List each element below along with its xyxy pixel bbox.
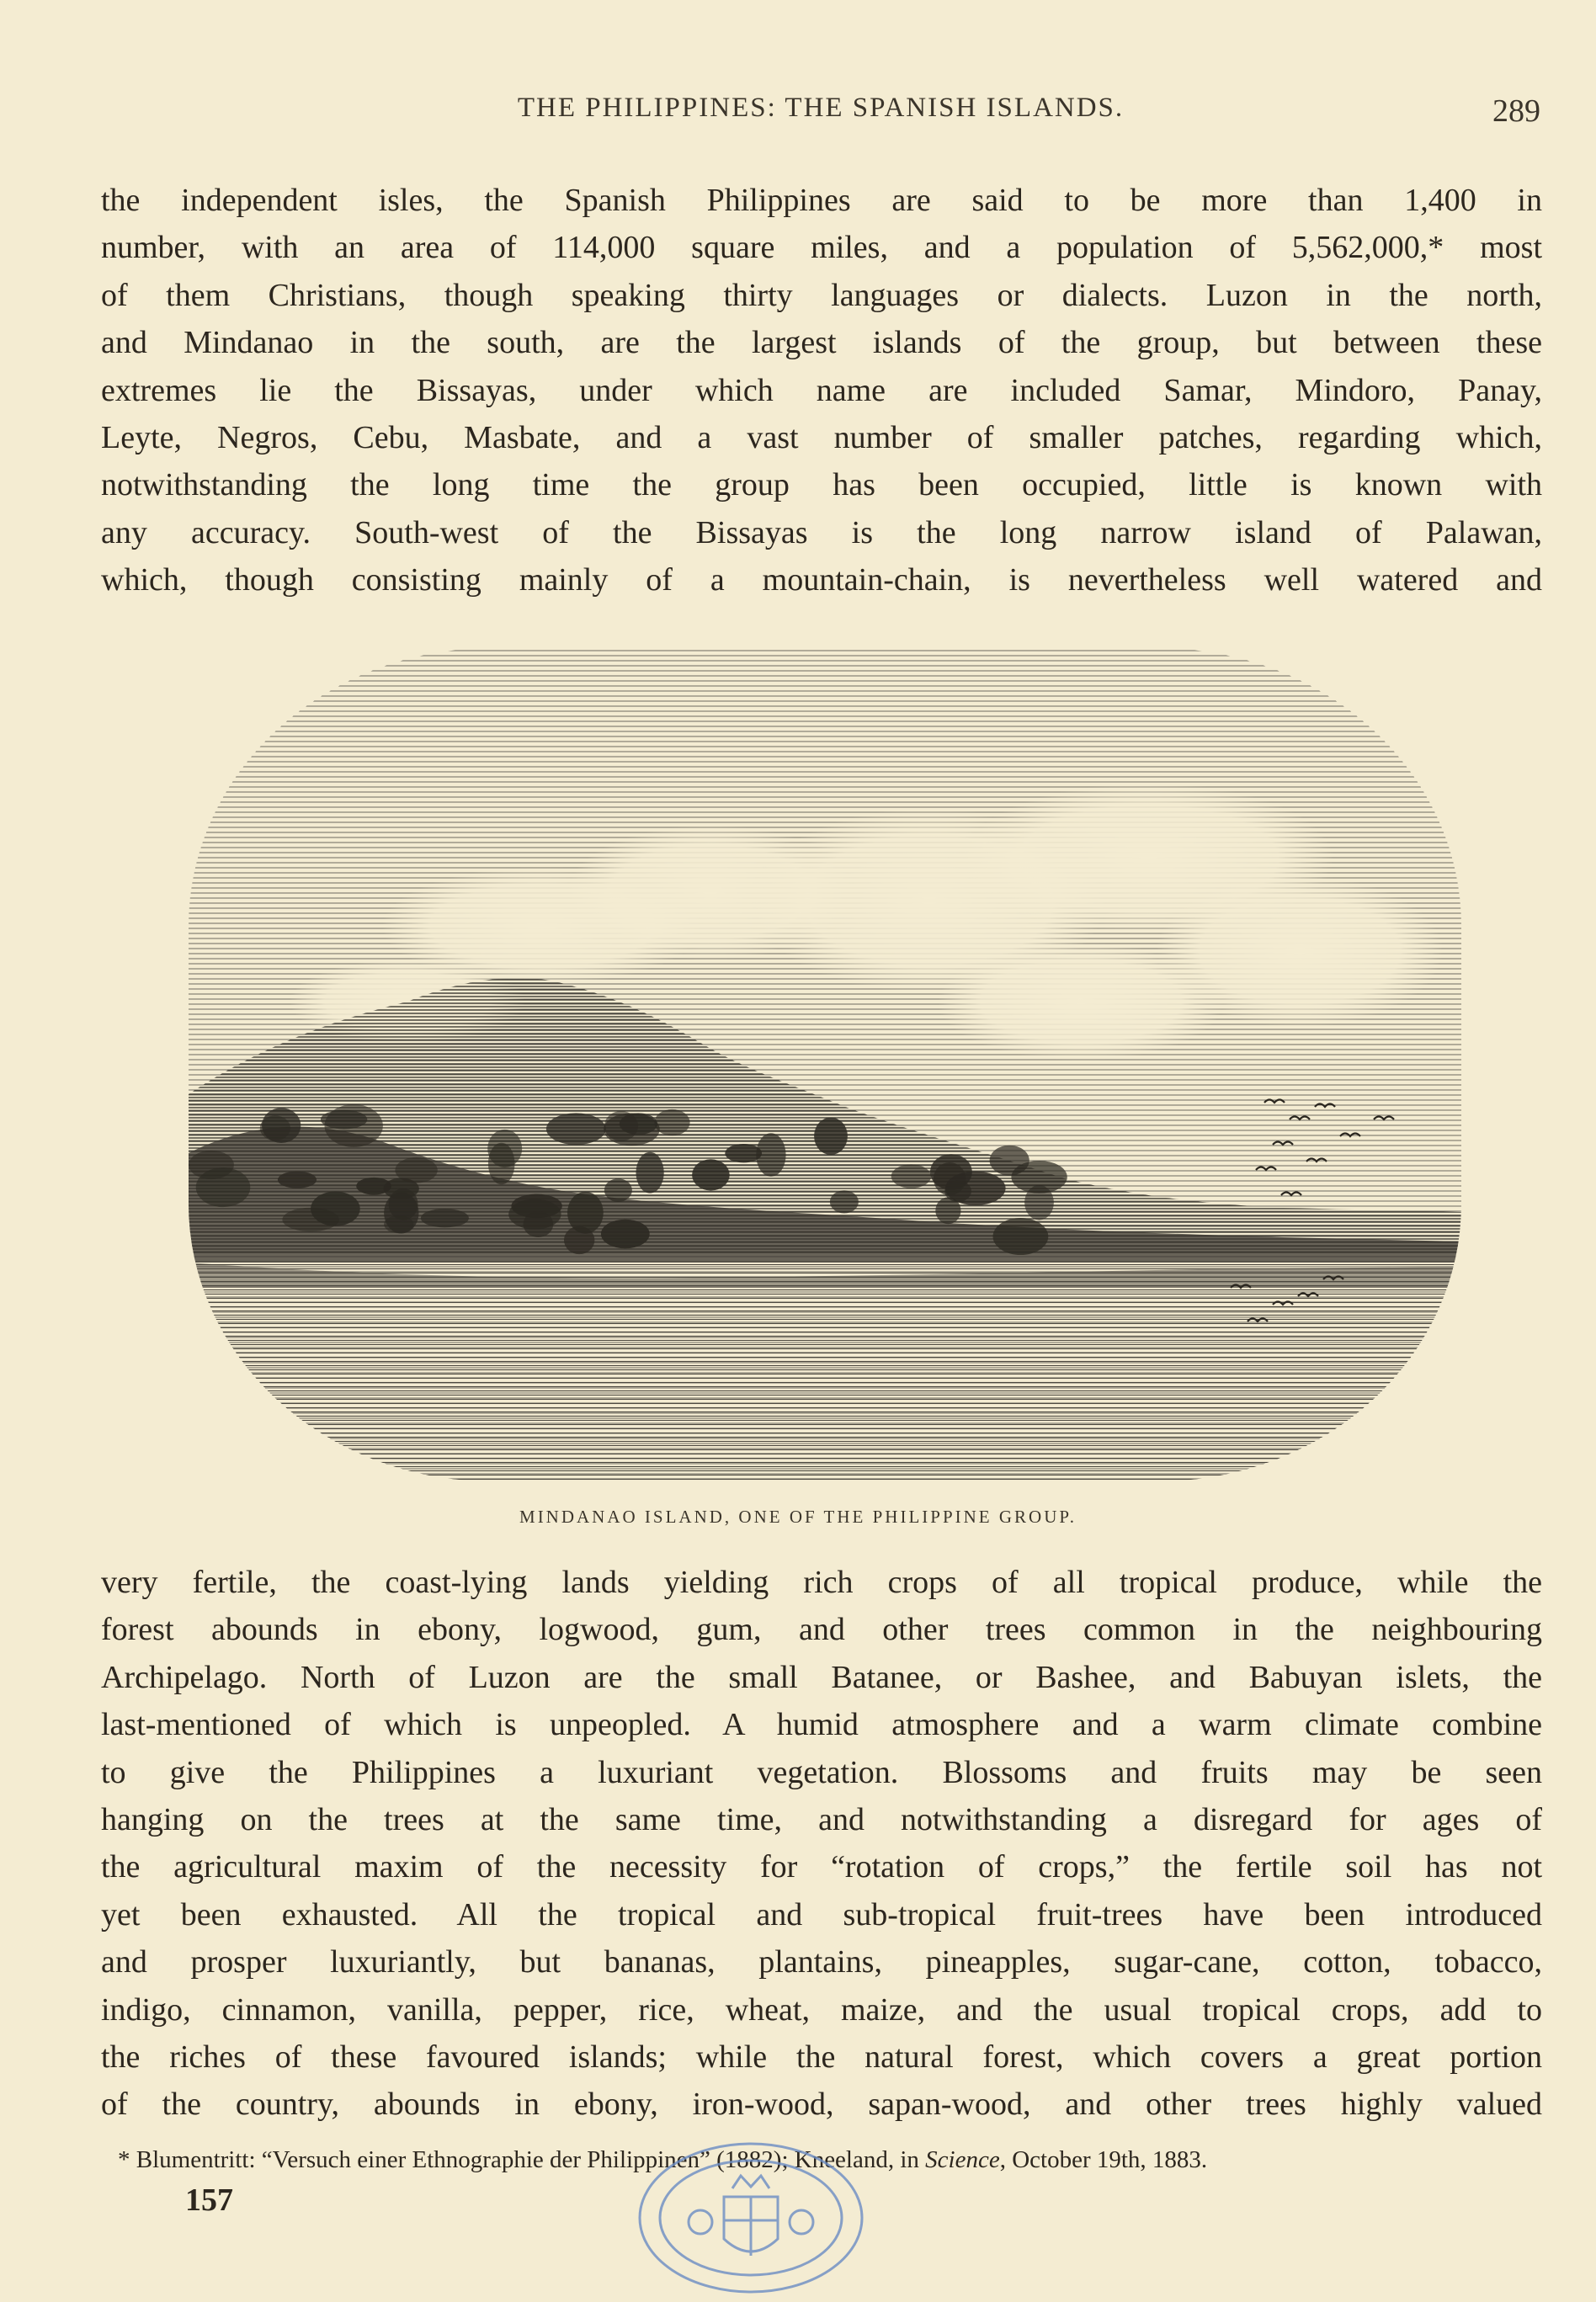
text-line: notwithstanding the long time the group has been occupied, little is known with [101,467,1542,503]
text-line: hanging on the trees at the same time, and notwithstanding a disregard for ages of [101,1801,1542,1837]
text-line: and Mindanao in the south, are the largest islands of the group, but between these [101,325,1542,361]
footnote-journal: Science [925,2146,1000,2173]
tree-shape [421,1209,469,1227]
tree-shape [601,1220,650,1249]
tree-shape [311,1192,360,1226]
tree-shape [636,1152,664,1194]
tree-shape [993,1218,1049,1255]
tree-shape [260,1115,290,1140]
tree-shape [654,1109,689,1135]
tree-shape [384,1193,418,1234]
figure-caption: MINDANAO ISLAND, ONE OF THE PHILIPPINE GROUP. [519,1507,1077,1527]
tree-shape [395,1157,437,1183]
tree-shape [1024,1185,1054,1220]
tree-shape [604,1178,632,1202]
tree-shape [944,1181,971,1202]
text-line: indigo, cinnamon, vanilla, pepper, rice, wheat, maize, and the usual tropical crops, add to [101,1991,1542,2028]
text-line: and prosper luxuriantly, but bananas, plantains, pineapples, sugar-cane, cotton, tobacco, [101,1944,1542,1980]
tree-shape [524,1211,554,1237]
text-line: the independent isles, the Spanish Philippines are said to be more than 1,400 in [101,183,1542,218]
tree-shape [891,1164,931,1188]
text-line: yet been exhausted. All the tropical and sub-tropical fruit-trees have been introduced [101,1896,1542,1933]
running-title: THE PHILIPPINES: THE SPANISH ISLANDS. [517,93,1125,123]
tree-shape [546,1113,606,1145]
text-line: of the country, abounds in ebony, iron-wood, sapan-wood, and other trees highly valued [101,2087,1542,2123]
signature-mark: 157 [185,2182,233,2218]
text-line: any accuracy. South-west of the Bissayas is the long narrow island of Palawan, [101,514,1542,550]
text-line: number, with an area of 114,000 square miles, and a population of 5,562,000,* most [101,230,1542,266]
body-paragraph-top [101,177,1542,604]
page-number: 289 [1492,93,1540,129]
tree-shape [814,1118,848,1156]
text-line: of them Christians, though speaking thirty languages or dialects. Luzon in the north, [101,277,1542,313]
footnote-text-end: , October 19th, 1883. [999,2146,1208,2173]
tree-shape [321,1110,367,1130]
engraving-illustration [189,648,1461,1481]
museum-stamp-icon [625,2138,877,2298]
tree-shape [278,1172,317,1188]
text-line: which, though consisting mainly of a mountain-chain, is nevertheless well watered and [101,562,1542,598]
text-line: Archipelago. North of Luzon are the small Batanee, or Bashee, and Babuyan islets, the [101,1659,1542,1695]
text-line: extremes lie the Bissayas, under which name are included Samar, Mindoro, Panay, [101,372,1542,408]
tree-shape [567,1192,604,1234]
tree-shape [620,1113,657,1135]
text-line: to give the Philippines a luxuriant vegetation. Blossoms and fruits may be seen [101,1754,1542,1790]
engraving-image [189,648,1461,1481]
text-line: last-mentioned of which is unpeopled. A humid atmosphere and a warm climate combine [101,1707,1542,1743]
tree-shape [356,1178,391,1195]
text-line: the riches of these favoured islands; while the natural forest, which covers a great portion [101,2039,1542,2075]
library-stamp [625,2138,877,2298]
text-line: Leyte, Negros, Cebu, Masbate, and a vast number of smaller patches, regarding which, [101,419,1542,455]
tree-shape [196,1167,251,1207]
text-line: very fertile, the coast-lying lands yielding rich crops of all tropical produce, while the [101,1565,1542,1600]
footnote-text: * Blumentritt: “Versuch einer Ethnographie der Philippinen” (1882); Kneeland, in [118,2146,926,2173]
running-head [101,93,1540,135]
tree-shape [725,1144,762,1162]
tree-shape [692,1159,730,1190]
tree-shape [830,1190,859,1213]
body-paragraph-bottom [101,1559,1542,2129]
text-line: forest abounds in ebony, logwood, gum, and other trees common in the neighbouring [101,1612,1542,1648]
text-line: the agricultural maxim of the necessity for “rotation of crops,” the fertile soil has not [101,1849,1542,1885]
tree-shape [487,1130,522,1167]
